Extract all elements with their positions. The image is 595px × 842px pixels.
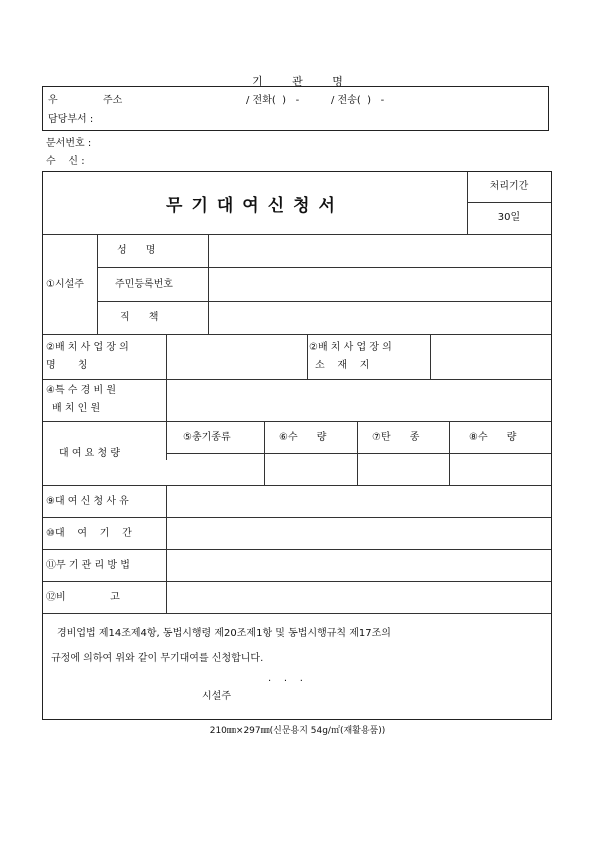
facility-owner-label: ①시설주 — [46, 279, 84, 290]
column-quantity-2: ⑧수 량 — [469, 432, 517, 443]
paper-spec: 210㎜×297㎜(신문용지 54g/㎡(재활용품)) — [209, 726, 386, 736]
resident-number-label: 주민등록번호 — [115, 279, 173, 290]
department-label: 담당부서 : — [48, 114, 94, 125]
special-guard-label-line1: ④특 수 경 비 원 — [46, 385, 116, 396]
recipient-label: 수 신 : — [46, 156, 85, 167]
document-number-label: 문서번호 : — [46, 138, 92, 149]
statement-line1: 경비업법 제14조제4항, 동법시행령 제20조제1항 및 동법시행규칙 제17조의 — [57, 628, 391, 639]
column-quantity-1: ⑥수 량 — [279, 432, 327, 443]
address-label: 주소 — [103, 95, 123, 106]
site-location-label-line2: 소 재 지 — [315, 360, 370, 371]
column-ammo-type: ⑦탄 종 — [372, 432, 420, 443]
phone-label: / 전화( ) - — [246, 95, 300, 106]
remarks-label: ⑫비 고 — [46, 592, 120, 603]
site-location-label-line1: ②배 치 사 업 장 의 — [309, 342, 392, 353]
site-name-label-line2: 명 칭 — [46, 360, 88, 371]
site-name-label-line1: ②배 치 사 업 장 의 — [46, 342, 129, 353]
postcode-label: 우 — [48, 95, 58, 106]
reason-label: ⑨대 여 신 청 사 유 — [46, 496, 129, 507]
position-label: 직 책 — [120, 312, 159, 323]
column-firearm-type: ⑤총기종류 — [183, 432, 231, 443]
address-box — [42, 86, 549, 131]
processing-period-value: 30일 — [497, 212, 521, 223]
signer-label: 시설주 — [202, 691, 231, 702]
application-form — [42, 171, 552, 720]
statement-line2: 규정에 의하여 위와 같이 무기대여를 신청합니다. — [51, 653, 264, 664]
special-guard-label-line2: 배 치 인 원 — [52, 403, 101, 414]
fax-label: / 전송( ) - — [331, 95, 385, 106]
rental-period-label: ⑩대 여 기 간 — [46, 528, 132, 539]
form-title: 무기대여신청서 — [166, 195, 344, 216]
processing-period-label: 처리기간 — [489, 181, 529, 192]
weapon-management-label: ⑪무 기 관 리 방 법 — [46, 560, 130, 571]
rental-quantity-label: 대 여 요 청 량 — [59, 448, 121, 459]
organization-name: 기 관 명 — [252, 75, 343, 88]
name-label: 성 명 — [117, 245, 156, 256]
date-dots: . . . — [268, 673, 303, 684]
